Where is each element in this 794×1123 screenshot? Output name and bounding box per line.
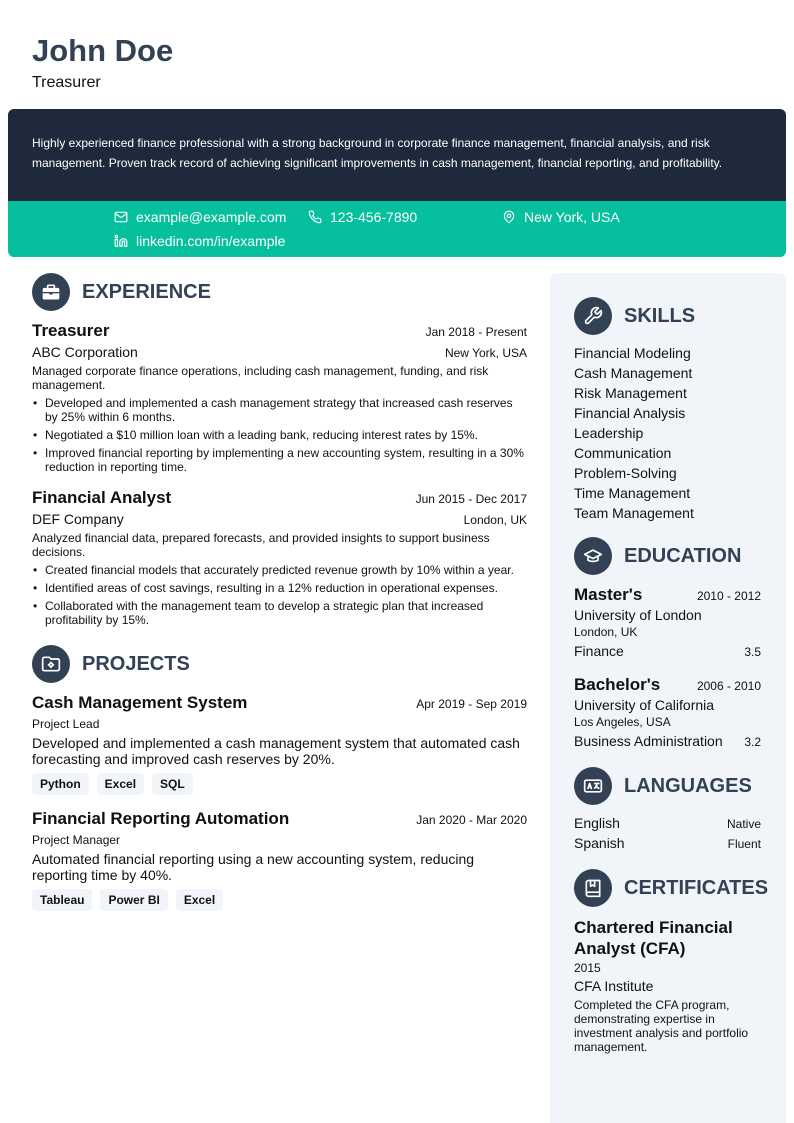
language-item [574,835,761,851]
skill-item: Time Management [574,485,691,501]
tag: Python [32,773,89,795]
project-tags [32,889,527,911]
cert-name: Chartered Financial Analyst (CFA) [574,918,733,958]
linkedin-icon [114,234,128,248]
cert-issuer: CFA Institute [574,978,654,994]
language-level: Fluent [727,837,761,851]
edu-location: Los Angeles, USA [574,715,671,729]
tag: SQL [152,773,193,795]
edu-gpa: 3.5 [744,645,761,659]
tag: Tableau [32,889,92,911]
job-company: DEF Company [32,511,124,527]
experience-item [32,488,527,627]
graduation-cap-icon [574,537,612,575]
project-description: Developed and implemented a cash management system that automated cash forecasting and improved cash reserves by 20%. [32,735,520,767]
summary-text: Highly experienced finance professional with a strong background in corporate finance management, financial analysis, and risk management. Proven track record of achieving significant improvements in cash management, financial reporting, and profitability. [32,136,723,170]
location-text: New York, USA [524,209,620,225]
edu-gpa: 3.2 [744,735,761,749]
project-item [32,809,527,911]
edu-field: Business Administration [574,733,723,749]
phone-text[interactable]: 123-456-7890 [330,209,418,225]
edu-degree: Bachelor's [574,675,661,694]
sidebar [550,273,786,1123]
experience-heading [32,273,527,311]
projects-heading [32,645,527,683]
experience-item [32,321,527,474]
contact-bar [8,201,786,257]
education-item [574,675,761,749]
job-title: Financial Analyst [32,488,172,507]
resume-header [32,32,173,92]
skill-item: Communication [574,445,672,461]
job-title: Treasurer [32,321,110,340]
tag: Excel [97,773,144,795]
contact-email[interactable] [114,209,286,225]
project-role: Project Lead [32,717,100,731]
edu-location: London, UK [574,625,638,639]
edu-field: Finance [574,643,624,659]
skill-item: Financial Analysis [574,405,686,421]
project-name: Cash Management System [32,693,248,712]
achievement: • Created financial models that accurately predicted revenue growth by 10% within a year. [32,563,527,577]
job-achievements [32,563,527,627]
certificate-item [574,917,761,1054]
achievement: • Negotiated a $10 million loan with a leading bank, reducing interest rates by 15%. [32,428,527,442]
education-heading [574,537,761,575]
cert-year: 2015 [574,961,601,975]
email-text[interactable]: example@example.com [136,209,287,225]
job-company: ABC Corporation [32,344,138,360]
mail-icon [114,210,128,224]
languages-heading [574,767,761,805]
map-pin-icon [502,210,516,224]
job-location: London, UK [463,513,527,527]
project-dates: Apr 2019 - Sep 2019 [416,697,527,711]
project-item [32,693,527,795]
tag: Excel [176,889,223,911]
contact-phone[interactable] [308,209,417,225]
language-name: Spanish [574,835,625,851]
skill-item: Financial Modeling [574,345,691,361]
translate-icon [574,767,612,805]
languages-list [574,815,761,851]
skill-item: Team Management [574,505,694,521]
education-title: EDUCATION [624,544,742,567]
achievement: • Developed and implemented a cash management strategy that increased cash reserves by 25% within 6 months. [32,396,527,424]
job-description: Managed corporate finance operations, including cash management, funding, and risk management. [32,364,489,392]
briefcase-icon [32,273,70,311]
skill-item: Risk Management [574,385,687,401]
edu-school: University of California [574,697,715,713]
certificates-heading [574,869,769,907]
achievement: • Improved financial reporting by implementing a new accounting system, resulting in a 30% reduction in reporting time. [32,446,527,474]
folder-icon [32,645,70,683]
projects-title: PROJECTS [82,652,190,675]
language-level: Native [726,817,761,831]
skills-list [574,343,761,523]
job-dates: Jan 2018 - Present [425,325,527,339]
edu-degree: Master's [574,585,643,604]
job-achievements [32,396,527,474]
cert-description: Completed the CFA program, demonstrating expertise in investment analysis and portfolio management. [574,998,749,1054]
project-dates: Jan 2020 - Mar 2020 [416,813,527,827]
languages-title: LANGUAGES [624,774,752,797]
language-item [574,815,761,831]
project-role: Project Manager [32,833,121,847]
candidate-title: Treasurer [32,74,101,91]
job-dates: Jun 2015 - Dec 2017 [415,492,527,506]
edu-school: University of London [574,607,702,623]
tag: Power BI [100,889,167,911]
candidate-name: John Doe [32,33,174,68]
certificates-title: CERTIFICATES [624,876,769,899]
summary-section [8,109,786,201]
phone-icon [308,210,322,224]
contact-location [502,209,620,225]
skill-item: Leadership [574,425,644,441]
job-description: Analyzed financial data, prepared forecasts, and provided insights to support business decisions. [32,531,490,559]
job-location: New York, USA [444,346,527,360]
edu-dates: 2010 - 2012 [696,589,761,603]
achievement: • Identified areas of cost savings, resulting in a 12% reduction in operational expenses. [32,581,527,595]
certificate-icon [574,869,612,907]
edu-dates: 2006 - 2010 [696,679,761,693]
skills-title: SKILLS [624,304,696,327]
achievement: • Collaborated with the management team to develop a strategic plan that increased profitability by 15%. [32,599,527,627]
project-tags [32,773,527,795]
education-item [574,585,761,659]
wrench-icon [574,297,612,335]
project-name: Financial Reporting Automation [32,809,290,828]
project-description: Automated financial reporting using a new accounting system, reducing reporting time by 40%. [32,851,475,883]
contact-linkedin[interactable] [114,233,285,249]
language-name: English [574,815,620,831]
skills-heading [574,297,761,335]
experience-title: EXPERIENCE [82,280,211,303]
linkedin-text[interactable]: linkedin.com/in/example [136,233,286,249]
skill-item: Problem-Solving [574,465,677,481]
main-column [32,273,527,911]
skill-item: Cash Management [574,365,693,381]
